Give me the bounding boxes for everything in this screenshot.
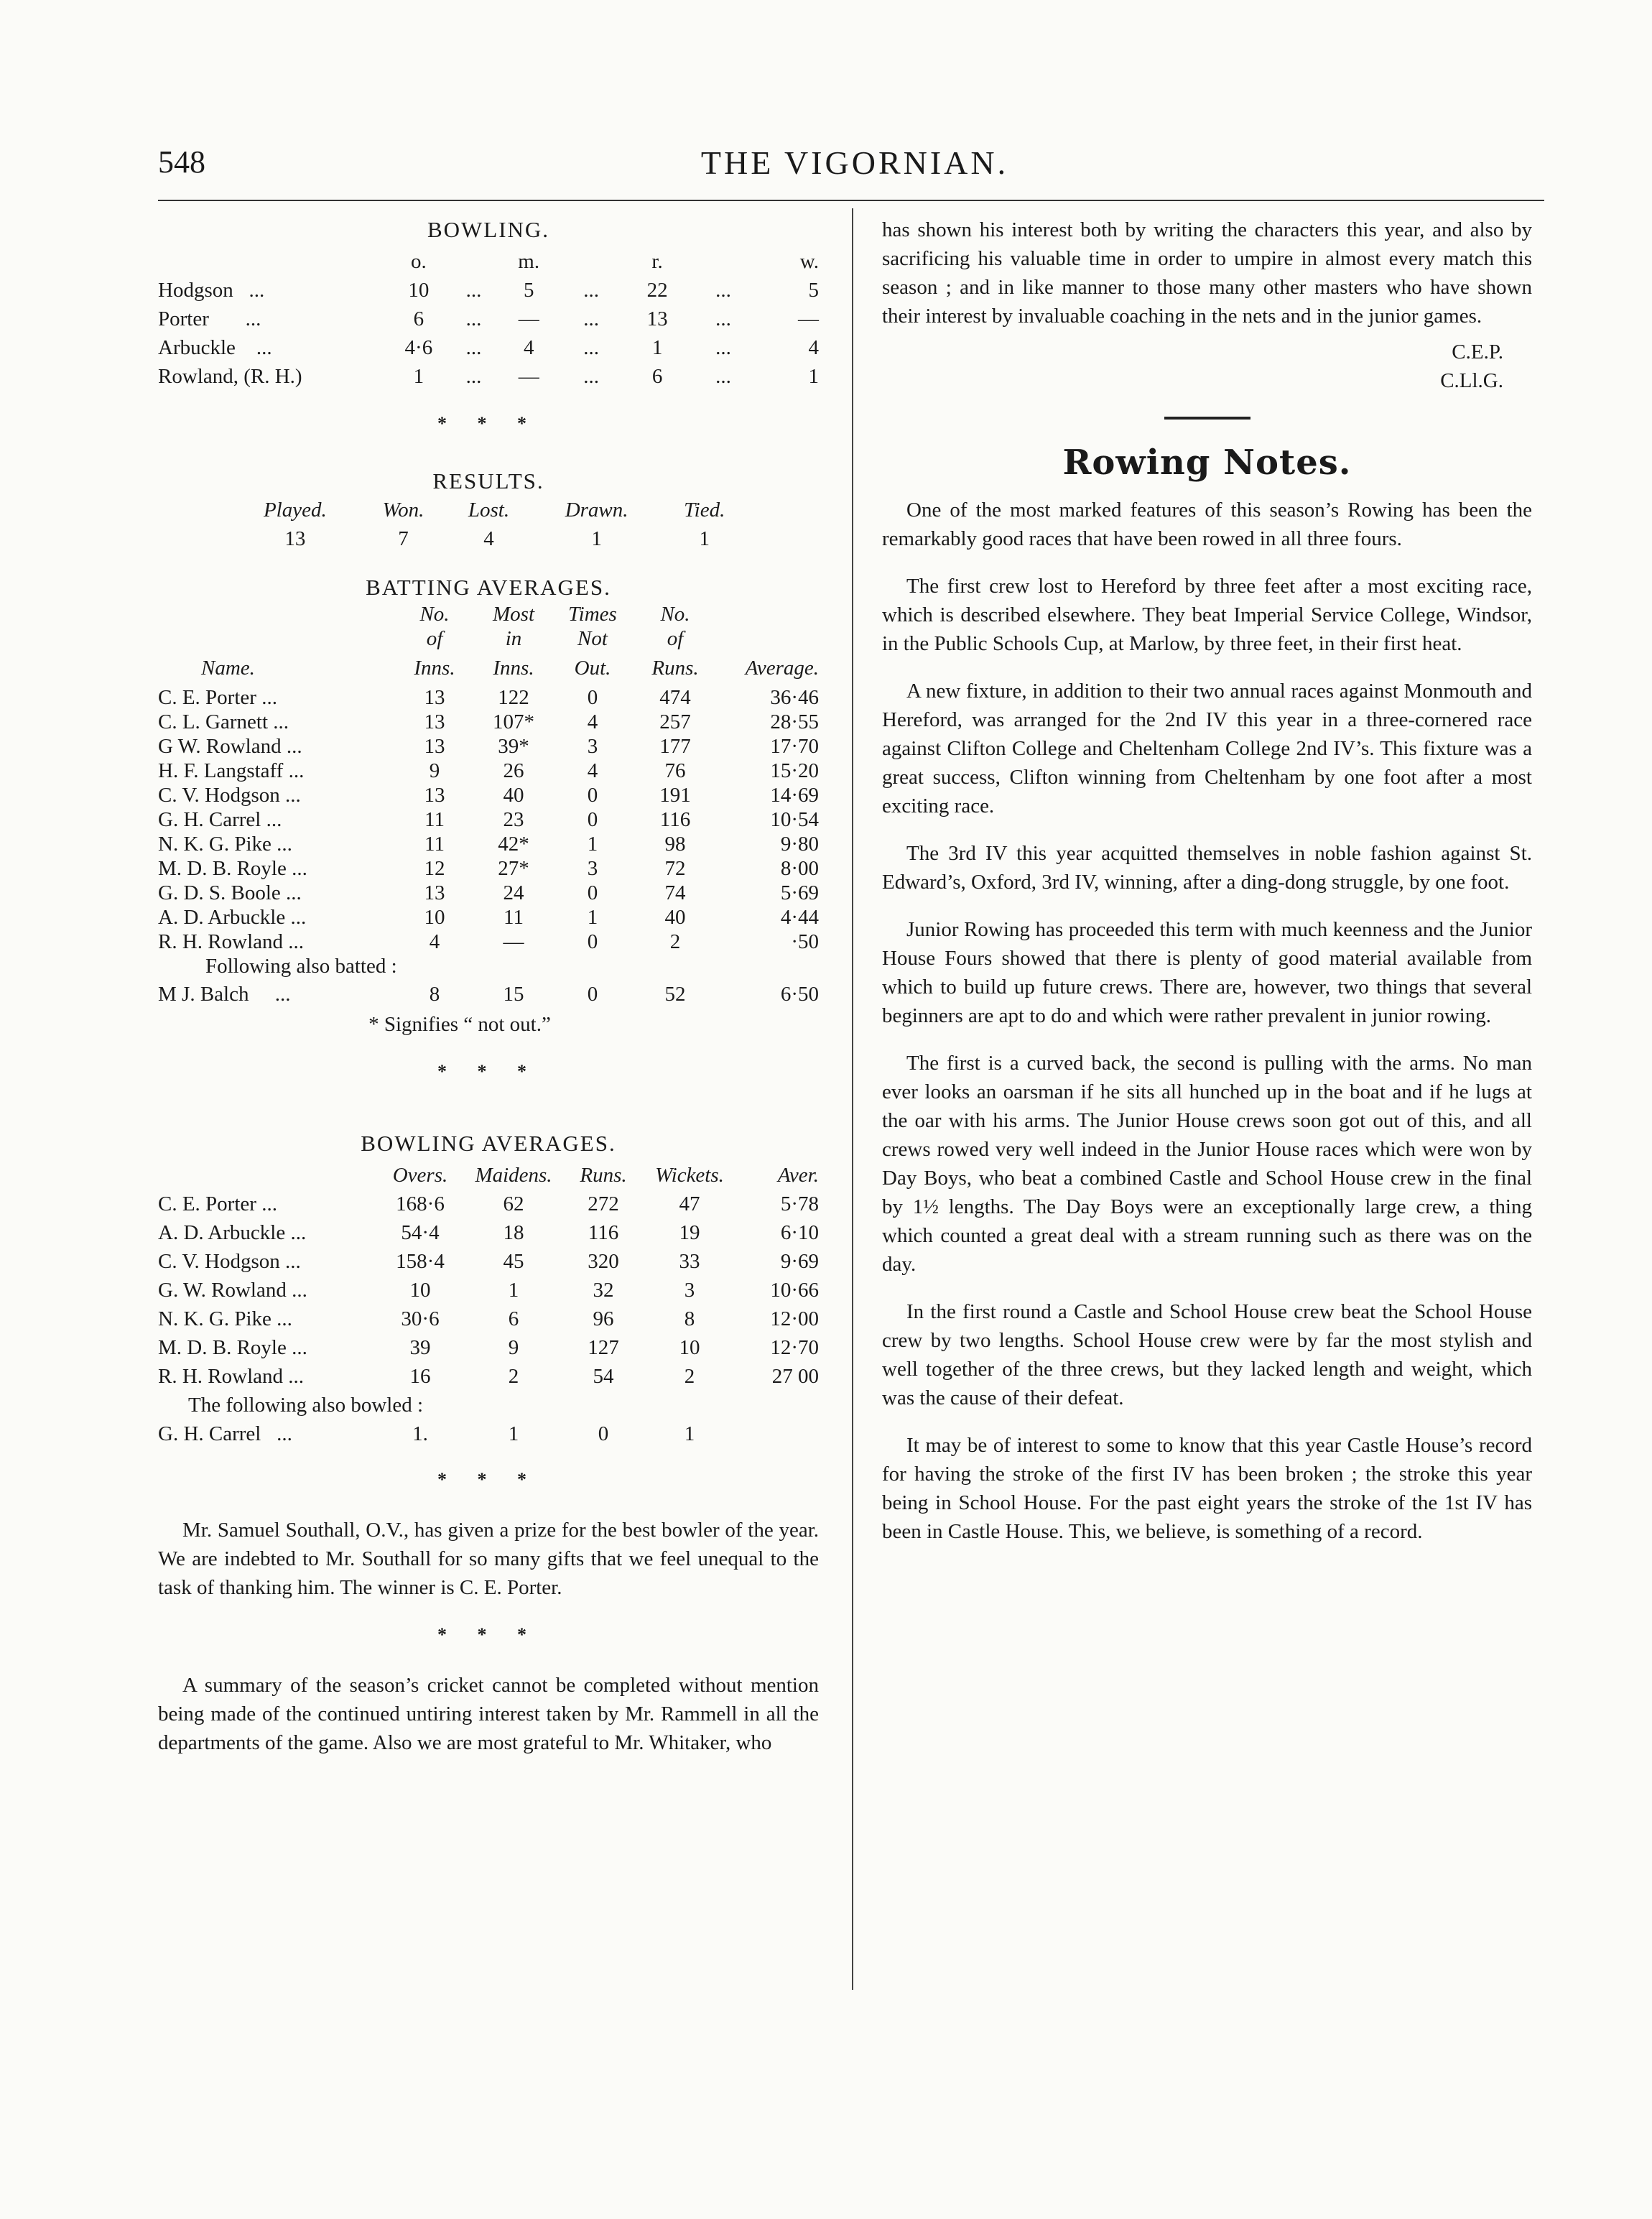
cell-inns: 13 bbox=[424, 735, 445, 758]
cell-inns: 4 bbox=[429, 930, 440, 953]
cell-runs: 1 bbox=[651, 336, 663, 359]
table-row: G. H. Carrel ... 1. 1 0 1 bbox=[158, 1419, 819, 1448]
section-rule bbox=[1164, 417, 1250, 420]
cell-aver: 6·10 bbox=[780, 1221, 819, 1244]
bowling-table bbox=[158, 247, 819, 391]
batting-head: Runs. bbox=[651, 657, 699, 680]
results-title: RESULTS. bbox=[432, 468, 544, 494]
cell-inns: 13 bbox=[424, 686, 445, 709]
cell-runs: 98 bbox=[664, 833, 686, 856]
batting-also-label: Following also batted : bbox=[205, 955, 397, 978]
page-header bbox=[158, 144, 1551, 194]
cell-runs: 74 bbox=[664, 881, 686, 904]
cell-runs: 272 bbox=[588, 1192, 619, 1215]
batting-head: of bbox=[426, 627, 443, 650]
cell-runs: 127 bbox=[588, 1336, 619, 1359]
cell-average: 10·54 bbox=[770, 808, 819, 831]
cell-runs: 191 bbox=[659, 784, 691, 807]
cell-runs: 257 bbox=[659, 710, 691, 733]
results-head-lost: Lost. bbox=[468, 499, 510, 522]
cell-maidens: — bbox=[518, 307, 539, 330]
cell-maidens: 2 bbox=[508, 1365, 519, 1388]
cell-runs: 177 bbox=[659, 735, 691, 758]
cell-average: 8·00 bbox=[780, 857, 819, 880]
cell-most: 11 bbox=[504, 906, 524, 929]
rowing-paragraph: One of the most marked features of this season’s Rowing has been the remarkably good races that have been rowed in all three fours. bbox=[882, 499, 1532, 550]
batsman-name: A. D. Arbuckle bbox=[158, 906, 286, 929]
cell-runs: 116 bbox=[588, 1221, 619, 1244]
table-row: Porter ... 6 ... — ... 13 ... — bbox=[158, 305, 819, 333]
cell-most: 15 bbox=[503, 983, 524, 1006]
cell-notout: 1 bbox=[587, 833, 598, 856]
batsman-name: C. L. Garnett bbox=[158, 710, 269, 733]
cell-wickets: 5 bbox=[808, 279, 819, 302]
cell-runs: 0 bbox=[598, 1422, 609, 1445]
bowler-name: N. K. G. Pike bbox=[158, 1307, 272, 1330]
cell-maidens: — bbox=[518, 365, 539, 388]
table-row: H. F. Langstaff ... 9 26 4 76 15·20 bbox=[158, 759, 819, 782]
cell-maidens: 5 bbox=[523, 279, 534, 302]
table-row: G. D. S. Boole ... 13 24 0 74 5·69 bbox=[158, 881, 819, 904]
cell-average: 28·55 bbox=[770, 710, 819, 733]
cell-inns: 13 bbox=[424, 881, 445, 904]
results-tied: 1 bbox=[699, 527, 710, 550]
bowler-name: Rowland, (R. H.) bbox=[158, 365, 302, 388]
bowling-col-o: o. bbox=[411, 250, 427, 273]
cell-notout: 0 bbox=[587, 784, 598, 807]
table-row: R. H. Rowland ... 4 — 0 2 ·50 bbox=[158, 930, 819, 953]
cell-overs: 1. bbox=[412, 1422, 428, 1445]
batting-head: Inns. bbox=[493, 657, 534, 680]
results-values-row bbox=[230, 524, 747, 553]
cell-most: 26 bbox=[503, 759, 524, 782]
header-rule bbox=[158, 200, 1544, 201]
cell-runs: 13 bbox=[646, 307, 668, 330]
bowling-avg-head: Overs. bbox=[392, 1164, 448, 1187]
cell-most: 27* bbox=[498, 857, 529, 880]
batsman-name: N. K. G. Pike bbox=[158, 833, 272, 856]
cell-maidens: 1 bbox=[508, 1279, 519, 1302]
bowler-name: Arbuckle bbox=[158, 336, 236, 359]
batting-head: Inns. bbox=[414, 657, 455, 680]
results-won: 7 bbox=[398, 527, 409, 550]
results-head-drawn: Drawn. bbox=[565, 499, 628, 522]
table-row: Rowland, (R. H.) 1 ... — ... 6 ... 1 bbox=[158, 362, 819, 391]
cell-overs: 54·4 bbox=[401, 1221, 440, 1244]
table-row: C. V. Hodgson ... 158·4 45 320 33 9·69 bbox=[158, 1247, 819, 1276]
table-row: M J. Balch ... 8 15 0 52 6·50 bbox=[158, 978, 819, 1010]
batting-head-row-3 bbox=[158, 651, 819, 685]
cell-notout: 0 bbox=[587, 930, 598, 953]
batting-head: Most bbox=[493, 603, 534, 626]
cell-wickets: 1 bbox=[684, 1422, 695, 1445]
right-column bbox=[882, 216, 1532, 1565]
batting-head: in bbox=[505, 627, 522, 650]
page-number: 548 bbox=[158, 144, 205, 180]
batting-head: Not bbox=[577, 627, 608, 650]
cell-average: 9·80 bbox=[780, 833, 819, 856]
cell-notout: 0 bbox=[587, 808, 598, 831]
cell-most: 24 bbox=[503, 881, 524, 904]
cell-overs: 10 bbox=[408, 279, 430, 302]
batting-head: Name. bbox=[201, 657, 255, 680]
cell-aver: 12·00 bbox=[770, 1307, 819, 1330]
cell-most: 42* bbox=[498, 833, 529, 856]
cell-notout: 3 bbox=[587, 857, 598, 880]
table-row: G. W. Rowland ... 10 1 32 3 10·66 bbox=[158, 1276, 819, 1305]
cell-runs: 54 bbox=[593, 1365, 614, 1388]
cell-overs: 10 bbox=[409, 1279, 431, 1302]
cell-overs: 16 bbox=[409, 1365, 431, 1388]
cell-notout: 0 bbox=[587, 983, 598, 1006]
batting-head: No. bbox=[419, 603, 450, 626]
cell-aver: 27 00 bbox=[771, 1365, 819, 1388]
table-row: G W. Rowland ... 13 39* 3 177 17·70 bbox=[158, 735, 819, 758]
cell-average: 15·20 bbox=[770, 759, 819, 782]
cell-wickets: 2 bbox=[684, 1365, 695, 1388]
bowler-name: Porter bbox=[158, 307, 209, 330]
rowing-paragraph: In the first round a Castle and School House crew beat the School House crew by two lengths. School House crew were by far the most stylish and well together of the three crews, but they lacked length and weight, which was the cause of their defeat. bbox=[882, 1300, 1532, 1409]
bowler-name: A. D. Arbuckle bbox=[158, 1221, 286, 1244]
cell-maidens: 4 bbox=[523, 336, 534, 359]
bowler-name: C. E. Porter bbox=[158, 1192, 256, 1215]
table-row: R. H. Rowland ... 16 2 54 2 27 00 bbox=[158, 1362, 819, 1391]
cell-aver: 12·70 bbox=[770, 1336, 819, 1359]
cell-average: 5·69 bbox=[780, 881, 819, 904]
cell-wickets: 10 bbox=[679, 1336, 700, 1359]
batsman-name: G W. Rowland bbox=[158, 735, 282, 758]
bowler-name: M. D. B. Royle bbox=[158, 1336, 287, 1359]
left-column bbox=[158, 216, 819, 1776]
section-separator: * * * bbox=[437, 1624, 539, 1645]
cell-inns: 11 bbox=[424, 833, 445, 856]
cell-wickets: 33 bbox=[679, 1250, 700, 1273]
cell-inns: 11 bbox=[424, 808, 445, 831]
cell-most: 39* bbox=[498, 735, 529, 758]
batting-head: of bbox=[667, 627, 684, 650]
bowling-avg-head: Wickets. bbox=[655, 1164, 724, 1187]
cell-runs: 76 bbox=[664, 759, 686, 782]
bowling-col-w: w. bbox=[799, 250, 819, 273]
rowing-paragraph: The 3rd IV this year acquitted themselves in noble fashion against St. Edward’s, Oxford, 3rd IV, winning, after a ding-dong struggle, by one foot. bbox=[882, 842, 1532, 894]
bowling-averages-title: BOWLING AVERAGES. bbox=[361, 1131, 616, 1156]
cell-most: 23 bbox=[503, 808, 524, 831]
cell-inns: 12 bbox=[424, 857, 445, 880]
cell-inns: 8 bbox=[429, 983, 440, 1006]
cell-runs: 116 bbox=[659, 808, 691, 831]
cell-wickets: 19 bbox=[679, 1221, 700, 1244]
results-header-row bbox=[230, 496, 747, 524]
batsman-name: C. E. Porter bbox=[158, 686, 256, 709]
table-row: C. L. Garnett ... 13 107* 4 257 28·55 bbox=[158, 710, 819, 733]
bowling-averages-table bbox=[158, 1161, 819, 1448]
batting-head: Out. bbox=[574, 657, 611, 680]
cell-overs: 1 bbox=[413, 365, 424, 388]
bowling-averages-header-row bbox=[158, 1161, 819, 1190]
bowling-avg-head: Aver. bbox=[777, 1164, 819, 1187]
cell-aver: 9·69 bbox=[780, 1250, 819, 1273]
cell-runs: 96 bbox=[593, 1307, 614, 1330]
cell-runs: 40 bbox=[664, 906, 686, 929]
cell-runs: 72 bbox=[664, 857, 686, 880]
cell-runs: 2 bbox=[669, 930, 681, 953]
batting-table bbox=[158, 602, 819, 1010]
bowler-name: G. W. Rowland bbox=[158, 1279, 287, 1302]
bowler-name: G. H. Carrel bbox=[158, 1422, 261, 1445]
bowling-also-label-row bbox=[158, 1391, 819, 1419]
batsman-name: M J. Balch bbox=[158, 983, 249, 1006]
cell-wickets: 8 bbox=[684, 1307, 695, 1330]
cell-inns: 9 bbox=[429, 759, 440, 782]
cell-average: 6·50 bbox=[780, 983, 819, 1006]
table-row: M. D. B. Royle ... 12 27* 3 72 8·00 bbox=[158, 857, 819, 880]
southall-paragraph: Mr. Samuel Southall, O.V., has given a prize for the best bowler of the year. We are indebted to Mr. Southall for so many gifts that we feel unequal to the task of thanking him. The winner is C. E. Porter. bbox=[158, 1519, 819, 1599]
cell-overs: 30·6 bbox=[401, 1307, 440, 1330]
cell-average: ·50 bbox=[791, 930, 819, 953]
batting-rows bbox=[158, 685, 819, 954]
batting-head: No. bbox=[660, 603, 690, 626]
cell-maidens: 45 bbox=[503, 1250, 524, 1273]
cell-average: 14·69 bbox=[770, 784, 819, 807]
cell-inns: 10 bbox=[424, 906, 445, 929]
cell-runs: 6 bbox=[651, 365, 663, 388]
cell-notout: 0 bbox=[587, 686, 598, 709]
rowing-title: Rowing Notes. bbox=[1062, 443, 1352, 483]
cell-runs: 320 bbox=[588, 1250, 619, 1273]
batsman-name: H. F. Langstaff bbox=[158, 759, 284, 782]
not-out-note: * Signifies “ not out.” bbox=[368, 1013, 551, 1036]
cell-most: 40 bbox=[503, 784, 524, 807]
cell-wickets: 4 bbox=[808, 336, 819, 359]
bowling-col-m: m. bbox=[518, 250, 540, 273]
cell-maidens: 18 bbox=[503, 1221, 524, 1244]
bowling-averages-rows bbox=[158, 1190, 819, 1391]
cell-runs: 32 bbox=[593, 1279, 614, 1302]
bowler-name: R. H. Rowland bbox=[158, 1365, 283, 1388]
cell-notout: 1 bbox=[587, 906, 598, 929]
table-row: N. K. G. Pike ... 11 42* 1 98 9·80 bbox=[158, 833, 819, 856]
cell-maidens: 62 bbox=[503, 1192, 524, 1215]
cell-inns: 13 bbox=[424, 710, 445, 733]
section-separator: * * * bbox=[437, 413, 539, 434]
results-head-played: Played. bbox=[263, 499, 327, 522]
cell-notout: 4 bbox=[587, 759, 598, 782]
cell-wickets: 1 bbox=[808, 365, 819, 388]
rowing-paragraph: Junior Rowing has proceeded this term with much keenness and the Junior House Fours showed that there is plenty of good material available from which to build up future crews. There are, however, two things that several beginners are apt to do and which were rather prevalent in junior rowing. bbox=[882, 918, 1532, 1027]
cell-aver: 5·78 bbox=[780, 1192, 819, 1215]
bowling-title: BOWLING. bbox=[427, 217, 550, 242]
table-row: C. E. Porter ... 168·6 62 272 47 5·78 bbox=[158, 1190, 819, 1218]
cricket-continuation: has shown his interest both by writing the characters this year, and also by sacrificing his valuable time in order to umpire in almost every match this season ; and in like manner to those many other masters who have shown their interest by invaluable coaching in the nets and in the junior games. bbox=[882, 218, 1532, 328]
rowing-paragraph: A new fixture, in addition to their two annual races against Monmouth and Hereford, was arranged for the 2nd IV this year in a three-cornered race against Clifton College and Cheltenham College 2nd IV’s. This fixture was a great success, Clifton winning from Cheltenham by one foot after a most exciting race. bbox=[882, 680, 1532, 817]
results-played: 13 bbox=[284, 527, 306, 550]
results-drawn: 1 bbox=[591, 527, 602, 550]
cell-average: 36·46 bbox=[770, 686, 819, 709]
table-row: C. E. Porter ... 13 122 0 474 36·46 bbox=[158, 686, 819, 709]
table-row: Arbuckle ... 4·6 ... 4 ... 1 ... 4 bbox=[158, 333, 819, 362]
rowing-paragraph: It may be of interest to some to know that this year Castle House’s record for having the stroke of the first IV has been broken ; the stroke this year being in School House. For the past eight years the stroke of the 1st IV has been in Castle House. This, we believe, is something of a record. bbox=[882, 1434, 1532, 1543]
cell-runs: 52 bbox=[664, 983, 686, 1006]
results-head-won: Won. bbox=[382, 499, 424, 522]
batting-title: BATTING AVERAGES. bbox=[366, 575, 611, 600]
cell-overs: 39 bbox=[409, 1336, 431, 1359]
summary-paragraph: A summary of the season’s cricket cannot be completed without mention being made of the continued untiring interest taken by Mr. Rammell in all the departments of the game. Also we are most grateful to Mr. Whitaker, who bbox=[158, 1674, 819, 1754]
cell-wickets: 47 bbox=[679, 1192, 700, 1215]
section-separator: * * * bbox=[437, 1061, 539, 1082]
batting-head: Times bbox=[568, 603, 617, 626]
signature-1: C.E.P. bbox=[1452, 341, 1503, 363]
table-row: A. D. Arbuckle ... 54·4 18 116 19 6·10 bbox=[158, 1218, 819, 1247]
batsman-name: G. H. Carrel bbox=[158, 808, 261, 831]
cell-most: 122 bbox=[498, 686, 529, 709]
cell-notout: 4 bbox=[587, 710, 598, 733]
results-lost: 4 bbox=[483, 527, 494, 550]
batting-head-row-2 bbox=[158, 626, 819, 651]
bowling-avg-head: Runs. bbox=[580, 1164, 627, 1187]
rowing-paragraph: The first is a curved back, the second is pulling with the arms. No man ever looks an oarsman if he sits all hunched up in the boat and if he lugs at the oar with his arms. The Junior House crews soon got out of this, and all crews rowed very well indeed in the Junior House races which were won by Day Boys, who beat a combined Castle and School House crew in the final by 1½ lengths. The Day Boys were an exceptionally large crew, a thing which counted a great deal with a stream running such as there was on the day. bbox=[882, 1052, 1532, 1276]
table-row: C. V. Hodgson ... 13 40 0 191 14·69 bbox=[158, 784, 819, 807]
table-row: M. D. B. Royle ... 39 9 127 10 12·70 bbox=[158, 1333, 819, 1362]
column-divider bbox=[852, 208, 853, 1990]
cell-average: 4·44 bbox=[780, 906, 819, 929]
bowling-header-row bbox=[158, 247, 819, 276]
batting-also-label-row bbox=[158, 954, 819, 978]
cell-overs: 6 bbox=[413, 307, 424, 330]
cell-aver: 10·66 bbox=[770, 1279, 819, 1302]
page-title: THE VIGORNIAN. bbox=[700, 144, 1009, 181]
batsman-name: M. D. B. Royle bbox=[158, 857, 287, 880]
cell-overs: 4·6 bbox=[404, 336, 433, 359]
batting-head: Average. bbox=[745, 657, 819, 680]
cell-maidens: 1 bbox=[508, 1422, 519, 1445]
table-row: A. D. Arbuckle ... 10 11 1 40 4·44 bbox=[158, 906, 819, 929]
batsman-name: C. V. Hodgson bbox=[158, 784, 280, 807]
results-head-tied: Tied. bbox=[684, 499, 725, 522]
bowler-name: C. V. Hodgson bbox=[158, 1250, 280, 1273]
cell-runs: 474 bbox=[659, 686, 691, 709]
bowling-also-label: The following also bowled : bbox=[188, 1394, 424, 1417]
batting-head-row-1 bbox=[158, 602, 819, 626]
bowler-name: Hodgson bbox=[158, 279, 233, 302]
cell-wickets: 3 bbox=[684, 1279, 695, 1302]
bowling-avg-head: Maidens. bbox=[475, 1164, 552, 1187]
cell-overs: 158·4 bbox=[396, 1250, 445, 1273]
table-row: Hodgson ... 10 ... 5 ... 22 ... 5 bbox=[158, 276, 819, 305]
cell-wickets: — bbox=[798, 307, 819, 330]
cell-runs: 22 bbox=[646, 279, 668, 302]
cell-most: — bbox=[503, 930, 524, 953]
rowing-paragraph: The first crew lost to Hereford by three feet after a most exciting race, which is described elsewhere. They beat Imperial Service College, Windsor, in the Public Schools Cup, at Marlow, by three feet, in their first heat. bbox=[882, 575, 1532, 655]
cell-maidens: 9 bbox=[508, 1336, 519, 1359]
cell-notout: 3 bbox=[587, 735, 598, 758]
cell-overs: 168·6 bbox=[396, 1192, 445, 1215]
cell-notout: 0 bbox=[587, 881, 598, 904]
cell-inns: 13 bbox=[424, 784, 445, 807]
section-separator: * * * bbox=[437, 1469, 539, 1490]
signature-2: C.Ll.G. bbox=[1440, 369, 1503, 392]
results-table bbox=[230, 496, 747, 553]
batsman-name: R. H. Rowland bbox=[158, 930, 283, 953]
table-row: G. H. Carrel ... 11 23 0 116 10·54 bbox=[158, 808, 819, 831]
cell-average: 17·70 bbox=[770, 735, 819, 758]
cell-most: 107* bbox=[493, 710, 534, 733]
cell-maidens: 6 bbox=[508, 1307, 519, 1330]
bowling-col-r: r. bbox=[651, 250, 663, 273]
batsman-name: G. D. S. Boole bbox=[158, 881, 281, 904]
table-row: N. K. G. Pike ... 30·6 6 96 8 12·00 bbox=[158, 1305, 819, 1333]
